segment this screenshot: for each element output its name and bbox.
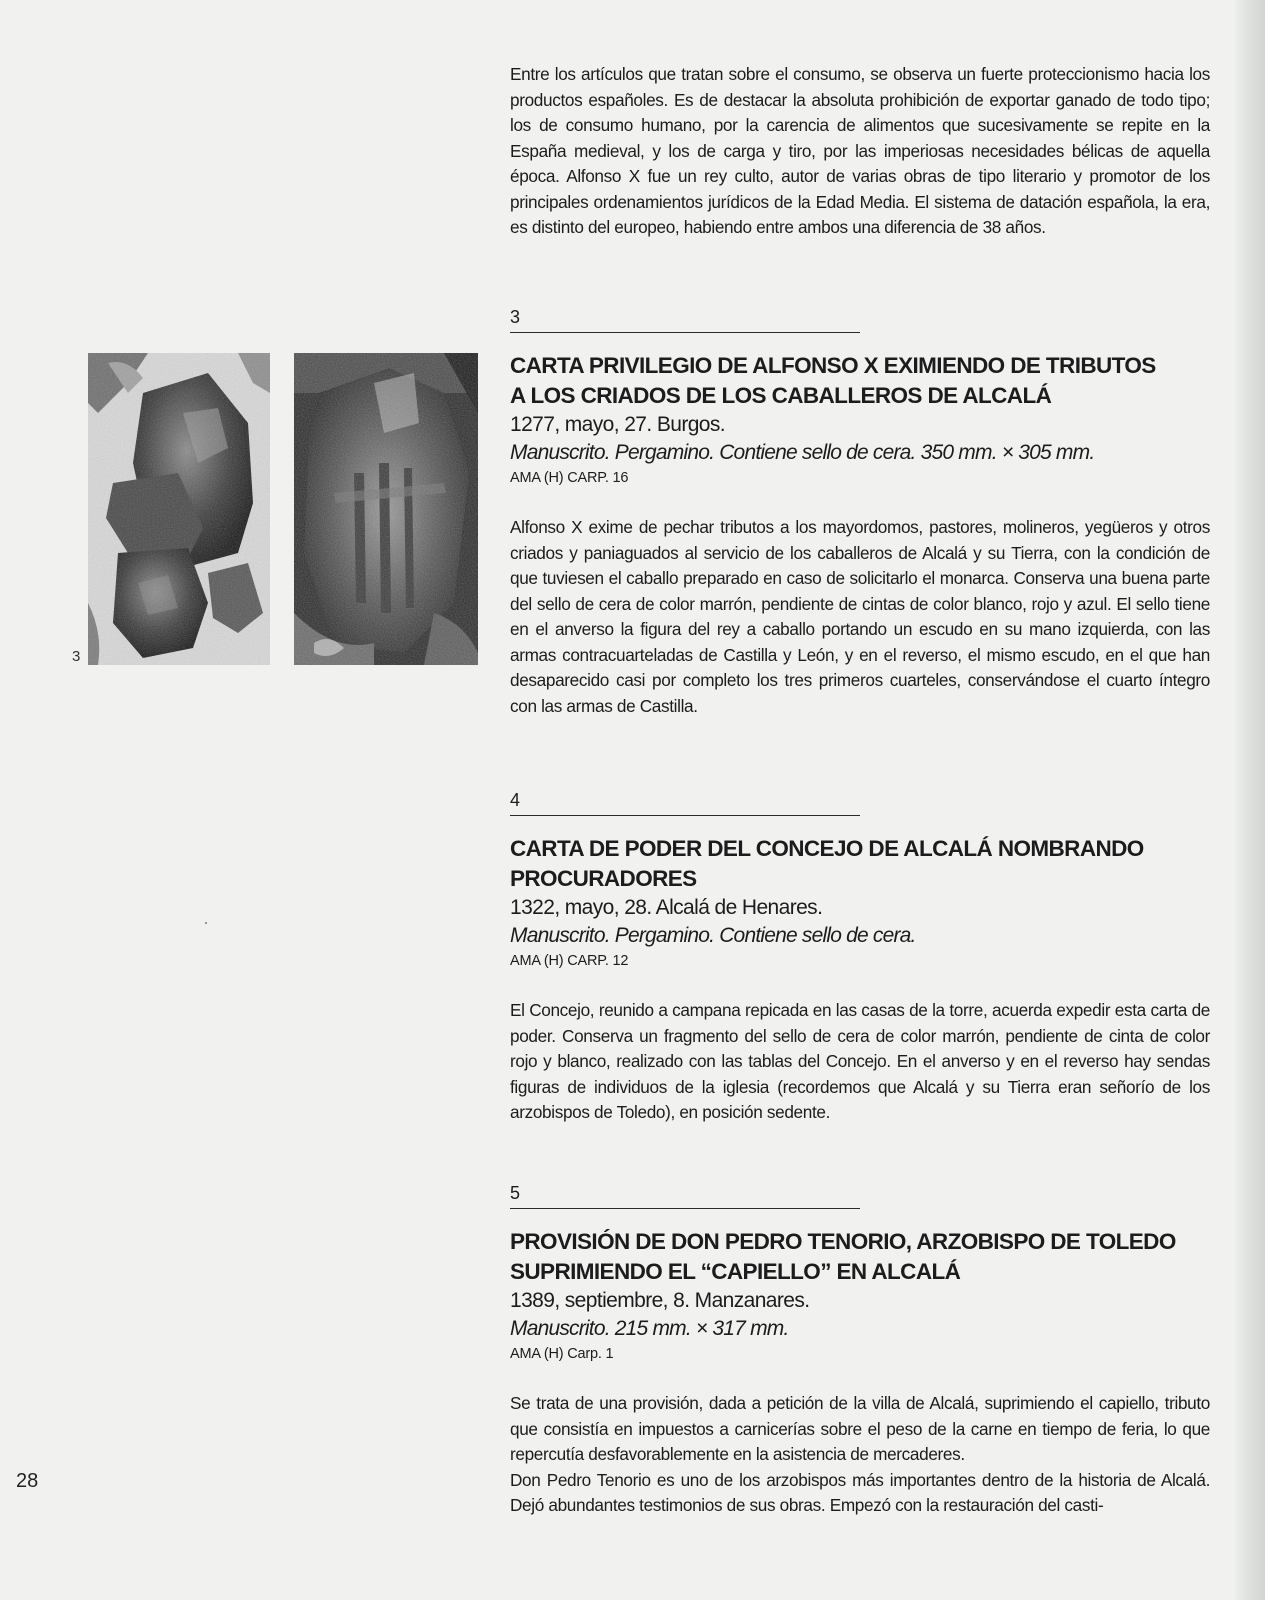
entry-title-line-1: CARTA PRIVILEGIO DE ALFONSO X EXIMIENDO DE TRIBUTOS <box>510 353 1156 378</box>
entry-title-line-1: CARTA DE PODER DEL CONCEJO DE ALCALÁ NOMBRANDO <box>510 836 1144 861</box>
entry-date: 1322, mayo, 28. Alcalá de Henares. <box>510 896 823 919</box>
entry-body: Alfonso X exime de pechar tributos a los mayordomos, pastores, molineros, yegüeros y otros criados y paniaguados al servicio de los caballeros de Alcalá y su Tierra, con la condición de que tuviesen el caballo preparado en caso de solicitarlo el monarca. Conserva una buena parte del sello de cera de color marrón, pendiente de cintas de color blanco, rojo y azul. El sello tiene en el anverso la figura del rey a caballo portando un escudo en su mano izquierda, con las armas contracuarteladas de Castilla y León, y en el reverso, el mismo escudo, en el que han desaparecido casi por completo los tres primeros cuarteles, conservándose el cuarto íntegro con las armas de Castilla. <box>510 517 1210 716</box>
wax-seal-reverse-photo-icon <box>88 353 270 665</box>
entry-number: 5 <box>510 1182 860 1209</box>
entry-reference: AMA (H) CARP. 12 <box>510 953 629 969</box>
catalog-entry-4 <box>510 789 1210 1126</box>
intro-section <box>510 62 1210 241</box>
entry-reference: AMA (H) Carp. 1 <box>510 1346 614 1362</box>
entry-description: Manuscrito. Pergamino. Contiene sello de cera. 350 mm. × 305 mm. <box>510 441 1095 464</box>
entry-title <box>510 1227 1210 1287</box>
figure-label: 3 <box>72 648 81 665</box>
entry-title <box>510 834 1210 894</box>
entry-body: El Concejo, reunido a campana repicada en las casas de la torre, acuerda expedir esta carta de poder. Conserva un fragmento del sello de cera de color marrón, pendiente de cinta de color rojo y blanco, realizado con las tablas del Concejo. En el anverso y en el reverso hay sendas figuras de individuos de la iglesia (recordemos que Alcalá y su Tierra eran señorío de los arzobispos de Toledo), en posición sedente. <box>510 1000 1210 1122</box>
entry-date: 1389, septiembre, 8. Manzanares. <box>510 1289 810 1312</box>
entry-number: 3 <box>510 306 860 333</box>
seal-photo-left <box>88 353 270 665</box>
page-number: 28 <box>16 1470 39 1492</box>
catalog-entry-5 <box>510 1182 1210 1519</box>
seal-photo-right <box>294 353 478 665</box>
entry-title-line-2: PROCURADORES <box>510 866 697 891</box>
wax-seal-obverse-photo-icon <box>294 353 478 665</box>
entry-title-line-2: A LOS CRIADOS DE LOS CABALLEROS DE ALCALÁ <box>510 383 1052 408</box>
speck-mark <box>205 922 207 924</box>
entry-body: Se trata de una provisión, dada a petición de la villa de Alcalá, suprimiendo el capiello, tributo que consistía en impuestos a carnicerías sobre el peso de la carne en tiempo de feria, lo que repercutía desfavorablemente en la asistencia de mercaderes. <box>510 1393 1210 1464</box>
page-gutter-shadow <box>1235 0 1265 1600</box>
intro-paragraph: Entre los artículos que tratan sobre el consumo, se observa un fuerte proteccionismo hacia los productos españoles. Es de destacar la absoluta prohibición de exportar ganado de todo tipo; los de consumo humano, por la carencia de alimentos que sucesivamente se repite en la España medieval, y los de carga y tiro, por las imperiosas necesidades bélicas de aquella época. Alfonso X fue un rey culto, autor de varias obras de tipo literario y promotor de los principales ordenamientos jurídicos de la Edad Media. El sistema de datación española, la era, es distinto del europeo, habiendo entre ambos una diferencia de 38 años. <box>510 64 1210 237</box>
entry-title <box>510 351 1210 411</box>
entry-description: Manuscrito. 215 mm. × 317 mm. <box>510 1317 789 1340</box>
entry-date: 1277, mayo, 27. Burgos. <box>510 413 726 436</box>
entry-description: Manuscrito. Pergamino. Contiene sello de cera. <box>510 924 916 947</box>
entry-number: 4 <box>510 789 860 816</box>
entry-reference: AMA (H) CARP. 16 <box>510 470 629 486</box>
entry-body-continued: Don Pedro Tenorio es uno de los arzobispos más importantes dentro de la historia de Alcalá. Dejó abundantes testimonios de sus obras. Empezó con la restauración del casti- <box>510 1469 1210 1515</box>
catalog-entry-3 <box>510 306 1210 719</box>
entry-title-line-1: PROVISIÓN DE DON PEDRO TENORIO, ARZOBISPO DE TOLEDO <box>510 1229 1176 1254</box>
entry-title-line-2: SUPRIMIENDO EL “CAPIELLO” EN ALCALÁ <box>510 1259 961 1284</box>
